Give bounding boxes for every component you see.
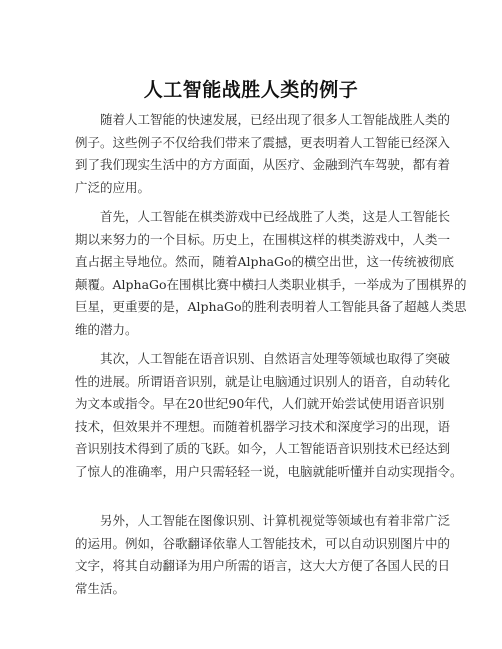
paragraph-line: 随着人工智能的快速发展，已经出现了很多人工智能战胜人类的 (100, 112, 451, 127)
paragraph-line: 首先，人工智能在棋类游戏中已经战胜了人类，这是人工智能长 (100, 209, 451, 224)
paragraph-line: 到了我们现实生活中的方方面面，从医疗、金融到汽车驾驶，都有着 (75, 157, 451, 172)
paragraph-line: 了惊人的准确率，用户只需轻轻一说，电脑就能听懂并自动实现指令。 (75, 463, 463, 479)
paragraph-line: 例子。这些例子不仅给我们带来了震撼，更表明着人工智能已经深入 (75, 134, 451, 150)
paragraph-line: 其次，人工智能在语音识别、自然语言处理等领域也取得了突破 (100, 351, 451, 366)
paragraph-intro (75, 109, 455, 199)
paragraph-line: 常生活。 (75, 580, 126, 596)
paragraph-line: 维的潜力。 (75, 321, 138, 337)
paragraph-line: 期以来努力的一个目标。历史上，在围棋这样的棋类游戏中，人类一 (75, 231, 451, 247)
paragraph-line: 文字，将其自动翻译为用户所需的语言，这大大方便了各国人民的日 (75, 558, 451, 573)
paragraph-line: 另外，人工智能在图像识别、计算机视觉等领域也有着非常广泛 (100, 513, 451, 528)
paragraph-line: 技术，但效果并不理想。而随着机器学习技术和深度学习的出现，语 (75, 418, 451, 434)
paragraph-line: 性的进展。所谓语音识别，就是让电脑通过识别人的语音，自动转化 (75, 373, 451, 389)
paragraph-line: 音识别技术得到了质的飞跃。如今，人工智能语音识别技术已经达到 (75, 441, 451, 456)
paragraph-board-games (75, 206, 467, 341)
paragraph-line: 颠覆。AlphaGo在围棋比赛中横扫人类职业棋手，一举成为了围棋界的 (75, 276, 467, 292)
paragraph-speech-recognition (75, 348, 463, 483)
paragraph-line: 巨星，更重要的是，AlphaGo的胜利表明着人工智能具备了超越人类思 (75, 299, 467, 314)
paragraph-line: 广泛的应用。 (75, 179, 151, 195)
paragraph-image-recognition (75, 510, 455, 600)
paragraph-line: 为文本或指令。早在20世纪90年代，人们就开始尝试使用语音识别 (75, 396, 445, 411)
paragraph-line: 的运用。例如，谷歌翻译依靠人工智能技术，可以自动识别图片中的 (75, 535, 451, 551)
document-title: 人工智能战胜人类的例子 (143, 79, 359, 101)
paragraph-line: 直占据主导地位。然而，随着AlphaGo的横空出世，这一传统被彻底 (75, 254, 455, 269)
